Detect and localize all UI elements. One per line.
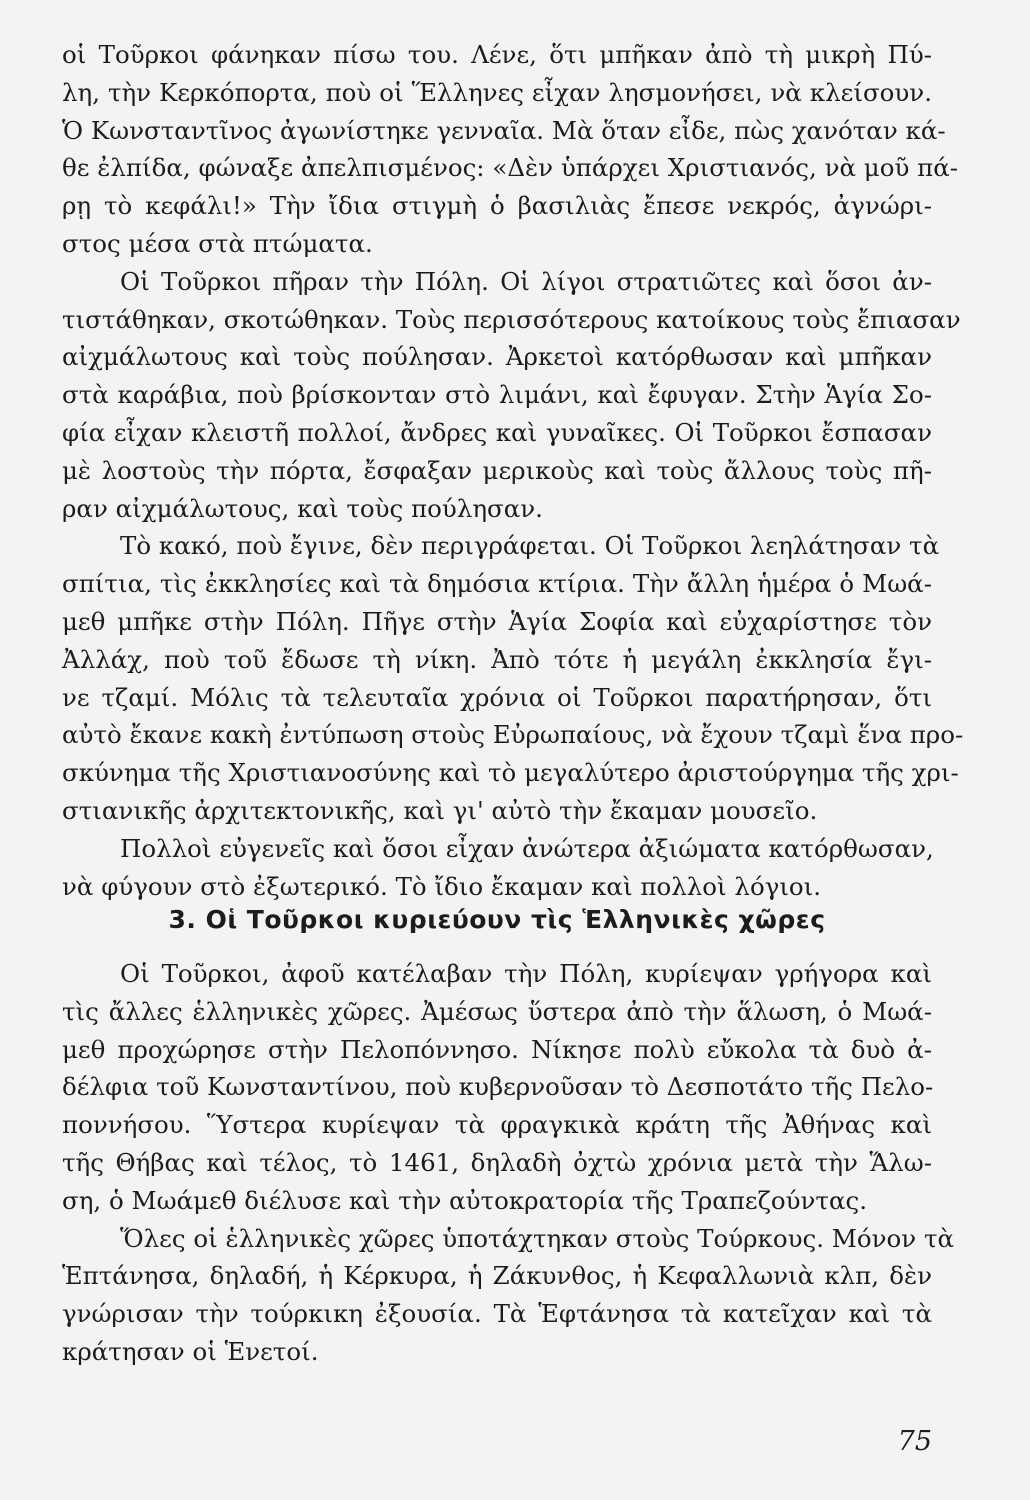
text-line: ραν αἰχμάλωτους, καὶ τοὺς πούλησαν. bbox=[62, 493, 543, 523]
section-heading: 3. Οἱ Τοῦρκοι κυριεύουν τὶς Ἑλληνικὲς χῶρες bbox=[168, 905, 826, 934]
text-line: Ἀλλάχ, ποὺ τοῦ ἔδωσε τὴ νίκη. Ἀπὸ τότε ἡ μεγάλη ἐκκλησία ἔγι- bbox=[62, 644, 932, 674]
text-line: μεθ μπῆκε στὴν Πόλη. Πῆγε στὴν Ἁγία Σοφία καὶ εὐχαρίστησε τὸν bbox=[62, 606, 932, 636]
text-line: αὐτὸ ἔκανε κακὴ ἐντύπωση στοὺς Εὐρωπαίους, νὰ ἔχουν τζαμὶ ἕνα προ- bbox=[62, 720, 964, 750]
text-line: νὰ φύγουν στὸ ἐξωτερικό. Τὸ ἴδιο ἔκαμαν καὶ πολλοὶ λόγιοι. bbox=[62, 871, 822, 901]
text-line: αἰχμάλωτους καὶ τοὺς πούλησαν. Ἀρκετοὶ κατόρθωσαν καὶ μπῆκαν bbox=[62, 342, 932, 372]
text-line: στιανικῆς ἀρχιτεκτονικῆς, καὶ γι' αὐτὸ τὴν ἔκαμαν μουσεῖο. bbox=[62, 795, 818, 825]
text-line: Οἱ Τοῦρκοι πῆραν τὴν Πόλη. Οἱ λίγοι στρατιῶτες καὶ ὅσοι ἀν- bbox=[120, 266, 932, 296]
text-line: Τὸ κακό, ποὺ ἔγινε, δὲν περιγράφεται. Οἱ Τοῦρκοι λεηλάτησαν τὰ bbox=[120, 531, 940, 561]
text-line: ση, ὁ Μωάμεθ διέλυσε καὶ τὴν αὐτοκρατορία τῆς Τραπεζούντας. bbox=[62, 1185, 868, 1215]
text-line: Ὅλες οἱ ἑλληνικὲς χῶρες ὑποτάχτηκαν στοὺς Τούρκους. Μόνον τὰ bbox=[120, 1223, 955, 1253]
text-line: τὶς ἄλλες ἑλληνικὲς χῶρες. Ἀμέσως ὕστερα ἀπὸ τὴν ἅλωση, ὁ Μωά- bbox=[62, 996, 932, 1026]
text-line: ποννήσου. Ὕστερα κυρίεψαν τὰ φραγκικὰ κράτη τῆς Ἀθήνας καὶ bbox=[62, 1110, 932, 1140]
text-line: δέλφια τοῦ Κωνσταντίνου, ποὺ κυβερνοῦσαν τὸ Δεσποτάτο τῆς Πελο- bbox=[62, 1072, 934, 1102]
text-line: Πολλοὶ εὐγενεῖς καὶ ὅσοι εἶχαν ἀνώτερα ἀξιώματα κατόρθωσαν, bbox=[120, 833, 934, 863]
text-line: στος μέσα στὰ πτώματα. bbox=[62, 228, 373, 258]
text-line: σπίτια, τὶς ἐκκλησίες καὶ τὰ δημόσια κτίρια. Τὴν ἄλλη ἡμέρα ὁ Μωά- bbox=[62, 569, 932, 599]
text-line: στὰ καράβια, ποὺ βρίσκονταν στὸ λιμάνι, καὶ ἔφυγαν. Στὴν Ἁγία Σο- bbox=[62, 380, 932, 410]
text-line: Οἱ Τοῦρκοι, ἀφοῦ κατέλαβαν τὴν Πόλη, κυρίεψαν γρήγορα καὶ bbox=[120, 959, 932, 988]
text-line: ρῃ τὸ κεφάλι!» Τὴν ἴδια στιγμὴ ὁ βασιλιὰς ἔπεσε νεκρός, ἀγνώρι- bbox=[62, 191, 932, 221]
text-line: σκύνημα τῆς Χριστιανοσύνης καὶ τὸ μεγαλύτερο ἀριστούργημα τῆς χρι- bbox=[62, 758, 959, 788]
text-line: τιστάθηκαν, σκοτώθηκαν. Τοὺς περισσότερους κατοίκους τοὺς ἔπιασαν bbox=[62, 304, 961, 334]
text-line: λη, τὴν Κερκόπορτα, ποὺ οἱ Ἕλληνες εἶχαν λησμονήσει, νὰ κλείσουν. bbox=[62, 77, 932, 107]
text-line: Ὁ Κωνσταντῖνος ἀγωνίστηκε γενναῖα. Μὰ ὅταν εἶδε, πὼς χανόταν κά- bbox=[62, 115, 946, 145]
text-line: οἱ Τοῦρκοι φάνηκαν πίσω του. Λένε, ὅτι μπῆκαν ἀπὸ τὴ μικρὴ Πύ- bbox=[62, 40, 932, 69]
page-number: 75 bbox=[897, 1426, 932, 1457]
text-line: Ἑπτάνησα, δηλαδή, ἡ Κέρκυρα, ἡ Ζάκυνθος, ἡ Κεφαλλωνιὰ κλπ, δὲν bbox=[62, 1261, 932, 1291]
body-text-bottom bbox=[62, 955, 955, 1371]
text-line: φία εἶχαν κλειστῆ πολλοί, ἄνδρες καὶ γυναῖκες. Οἱ Τοῦρκοι ἔσπασαν bbox=[62, 417, 932, 447]
text-line: κράτησαν οἱ Ἑνετοί. bbox=[62, 1336, 319, 1366]
text-line: μεθ προχώρησε στὴν Πελοπόννησο. Νίκησε πολὺ εὔκολα τὰ δυὸ ἀ- bbox=[62, 1034, 932, 1064]
text-line: γνώρισαν τὴν τούρκικη ἐξουσία. Τὰ Ἑφτάνησα τὰ κατεῖχαν καὶ τὰ bbox=[62, 1299, 932, 1329]
text-line: τῆς Θήβας καὶ τέλος, τὸ 1461, δηλαδὴ ὀχτὼ χρόνια μετὰ τὴν Ἅλω- bbox=[62, 1147, 932, 1177]
text-line: μὲ λοστοὺς τὴν πόρτα, ἔσφαξαν μερικοὺς καὶ τοὺς ἄλλους τοὺς πῆ- bbox=[62, 455, 932, 485]
text-line: θε ἐλπίδα, φώναξε ἀπελπισμένος: «Δὲν ὑπάρχει Χριστιανός, νὰ μοῦ πά- bbox=[62, 153, 959, 183]
text-line: νε τζαμί. Μόλις τὰ τελευταῖα χρόνια οἱ Τοῦρκοι παρατήρησαν, ὅτι bbox=[62, 682, 932, 712]
body-text-top bbox=[62, 36, 964, 905]
